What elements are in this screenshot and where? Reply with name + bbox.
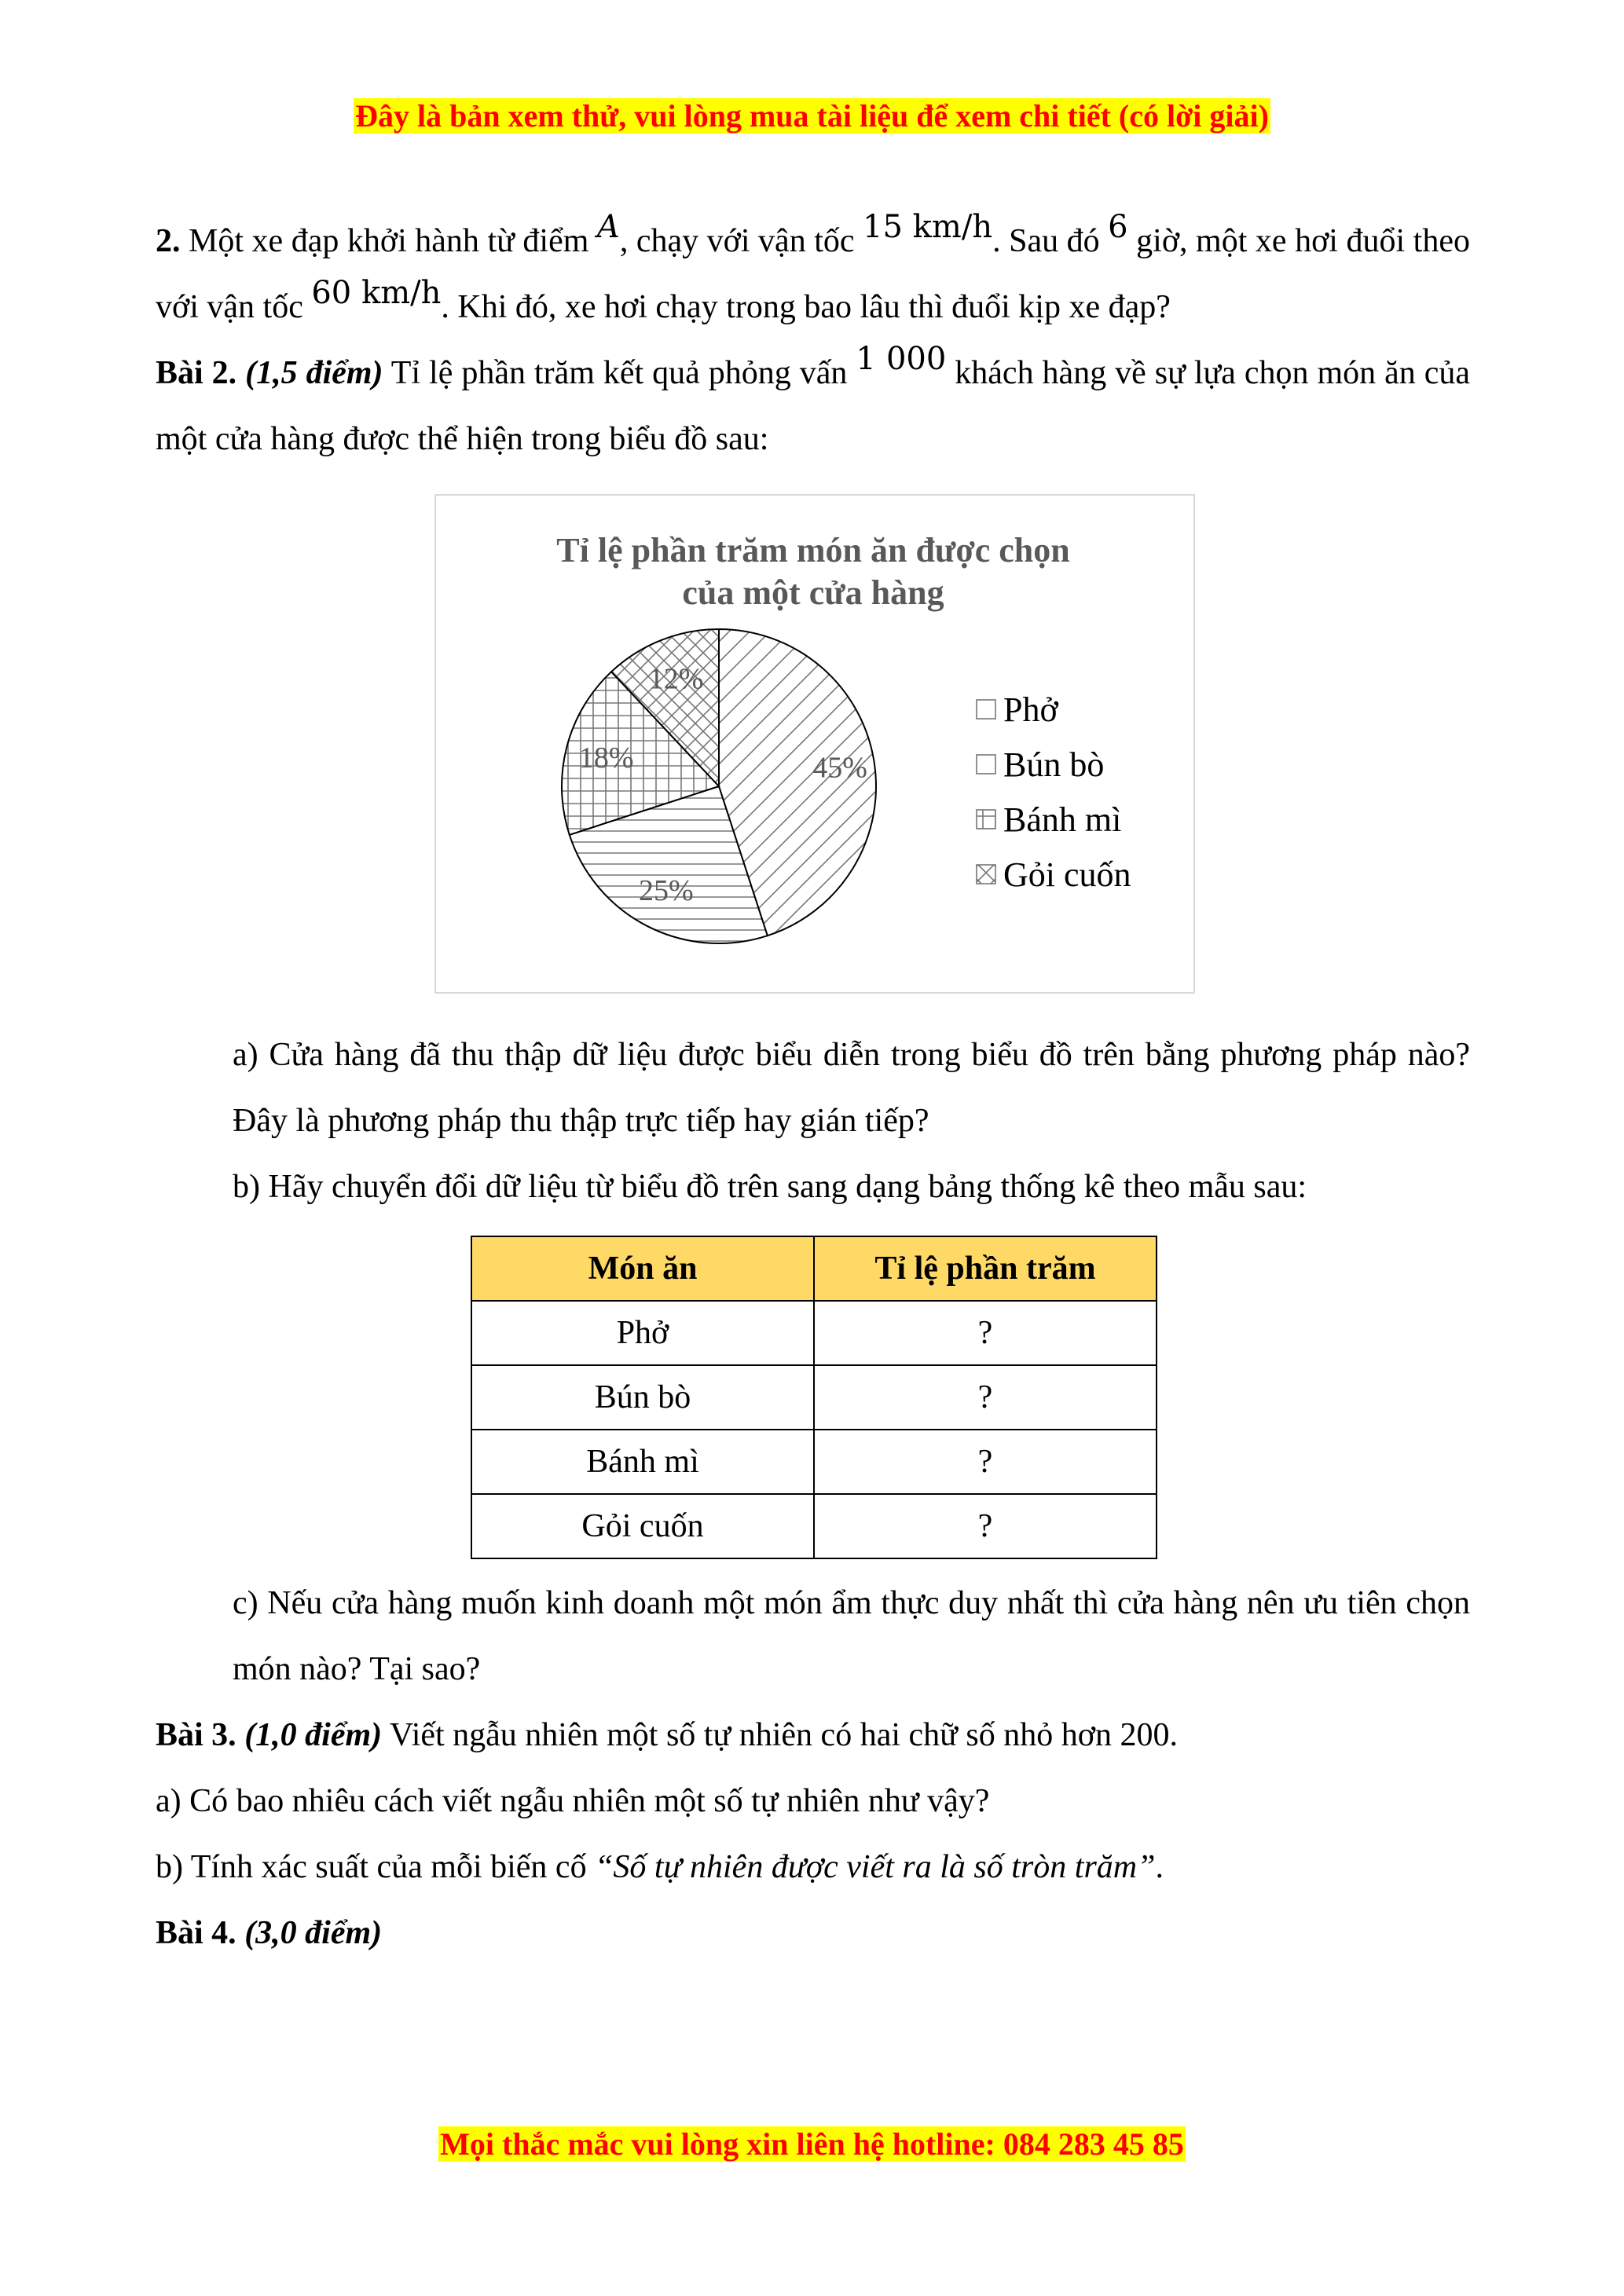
table-cell: ?	[814, 1365, 1157, 1430]
table-cell: ?	[814, 1430, 1157, 1494]
table-cell: ?	[814, 1301, 1157, 1365]
table-header-dish: Món ăn	[471, 1236, 814, 1301]
bai-2-text-2: khách hàng về sự lựa chọn món ăn của một cửa hàng được thể hiện trong biểu đồ sau:	[156, 355, 1471, 457]
bai-3-points: (1,0 điểm)	[244, 1717, 383, 1753]
problem-2-number: 2.	[156, 223, 181, 259]
problem-2-text-4: giờ, một xe hơi đuổi theo với vận tốc	[156, 223, 1470, 325]
table-row	[471, 1365, 1157, 1430]
bai-4-intro	[156, 1900, 1470, 1966]
bai-2-question-a: a) Cửa hàng đã thu thập dữ liệu được biểu diễn trong biểu đồ trên bằng phương pháp nào? Đây là phương pháp thu thập trực tiếp hay gián tiếp?	[233, 1037, 1470, 1139]
speed-bicycle: 15 km/h	[863, 209, 993, 245]
bai-2-question-b: b) Hãy chuyển đổi dữ liệu từ biểu đồ trên sang dạng bảng thống kê theo mẫu sau:	[233, 1169, 1307, 1205]
preview-notice-banner	[0, 97, 1624, 134]
table-cell: Bánh mì	[471, 1430, 814, 1494]
legend-label-bun-bo: Bún bò	[1003, 745, 1105, 784]
bai-2-text-1: Tỉ lệ phần trăm kết quả phỏng vấn	[383, 355, 856, 391]
chart-title-line-1: Tỉ lệ phần trăm món ăn được chọn	[556, 531, 1070, 569]
problem-2	[156, 208, 1470, 340]
legend-swatch-goi-cuon	[977, 865, 995, 884]
bai-3-qb-pre: b) Tính xác suất của mỗi biến cố	[156, 1849, 596, 1885]
bai-3-question-a: a) Có bao nhiêu cách viết ngẫu nhiên một số tự nhiên như vậy?	[156, 1783, 990, 1819]
problem-2-text-2: , chạy với vận tốc	[619, 223, 863, 259]
table-row	[471, 1301, 1157, 1365]
bai-3-intro	[156, 1702, 1470, 1768]
problem-2-text-1: Một xe đạp khởi hành từ điểm	[180, 223, 597, 259]
speed-car: 60 km/h	[311, 275, 442, 311]
table-header-percent: Tỉ lệ phần trăm	[814, 1236, 1157, 1301]
data-label-bun-bo: 25%	[638, 873, 694, 907]
data-label-goi-cuon: 12%	[648, 662, 704, 696]
bai-3-label: Bài 3.	[156, 1717, 236, 1753]
point-a: A	[596, 209, 620, 245]
problem-2-text-5: . Khi đó, xe hơi chạy trong bao lâu thì đuổi kịp xe đạp?	[441, 289, 1171, 325]
bai-3-text: Viết ngẫu nhiên một số tự nhiên có hai chữ số nhỏ hơn 200.	[382, 1717, 1178, 1753]
legend-label-banh-mi: Bánh mì	[1003, 800, 1122, 839]
bai-3-qb-post: .	[1155, 1849, 1164, 1885]
bai-4-points: (3,0 điểm)	[244, 1915, 383, 1951]
document-body	[156, 208, 1470, 1966]
customer-count: 1 000	[856, 341, 947, 377]
statistics-table	[471, 1236, 1157, 1559]
table-row	[471, 1494, 1157, 1558]
problem-2-text-3: . Sau đó	[992, 223, 1109, 259]
hours-value: 6	[1108, 209, 1128, 245]
data-label-banh-mi: 18%	[578, 742, 634, 775]
table-cell: Gỏi cuốn	[471, 1494, 814, 1558]
data-label-pho: 45%	[812, 751, 867, 785]
preview-notice-text: Đây là bản xem thử, vui lòng mua tài liệu để xem chi tiết (có lời giải)	[355, 98, 1269, 134]
bai-4-label: Bài 4.	[156, 1915, 236, 1951]
legend-swatch-bun-bo	[977, 755, 995, 774]
bai-2-intro	[156, 340, 1470, 472]
bai-2-label: Bài 2.	[156, 355, 237, 391]
table-cell: ?	[814, 1494, 1157, 1558]
legend-label-goi-cuon: Gỏi cuốn	[1003, 855, 1131, 894]
chart-legend	[977, 690, 1131, 894]
table-header-row	[471, 1236, 1157, 1301]
pie-chart	[434, 494, 1195, 994]
hotline-banner	[0, 2126, 1624, 2162]
bai-2-question-c: c) Nếu cửa hàng muốn kinh doanh một món ẩm thực duy nhất thì cửa hàng nên ưu tiên chọn món nào? Tại sao?	[233, 1585, 1470, 1687]
pie-slices	[562, 629, 876, 943]
table-cell: Phở	[471, 1301, 814, 1365]
bai-2-points: (1,5 điểm)	[245, 355, 383, 391]
legend-swatch-pho	[977, 700, 995, 719]
bai-3-question-b	[156, 1834, 1470, 1900]
pie-chart-svg	[436, 496, 1193, 992]
chart-title-line-2: của một cửa hàng	[682, 573, 944, 612]
bai-3-qb-event: “Số tự nhiên được viết ra là số tròn trăm”	[595, 1849, 1156, 1885]
table-row	[471, 1430, 1157, 1494]
legend-label-pho: Phở	[1003, 690, 1058, 729]
table-cell: Bún bò	[471, 1365, 814, 1430]
hotline-text: Mọi thắc mắc vui lòng xin liên hệ hotline: 084 283 45 85	[440, 2126, 1184, 2162]
legend-swatch-banh-mi	[977, 810, 995, 829]
